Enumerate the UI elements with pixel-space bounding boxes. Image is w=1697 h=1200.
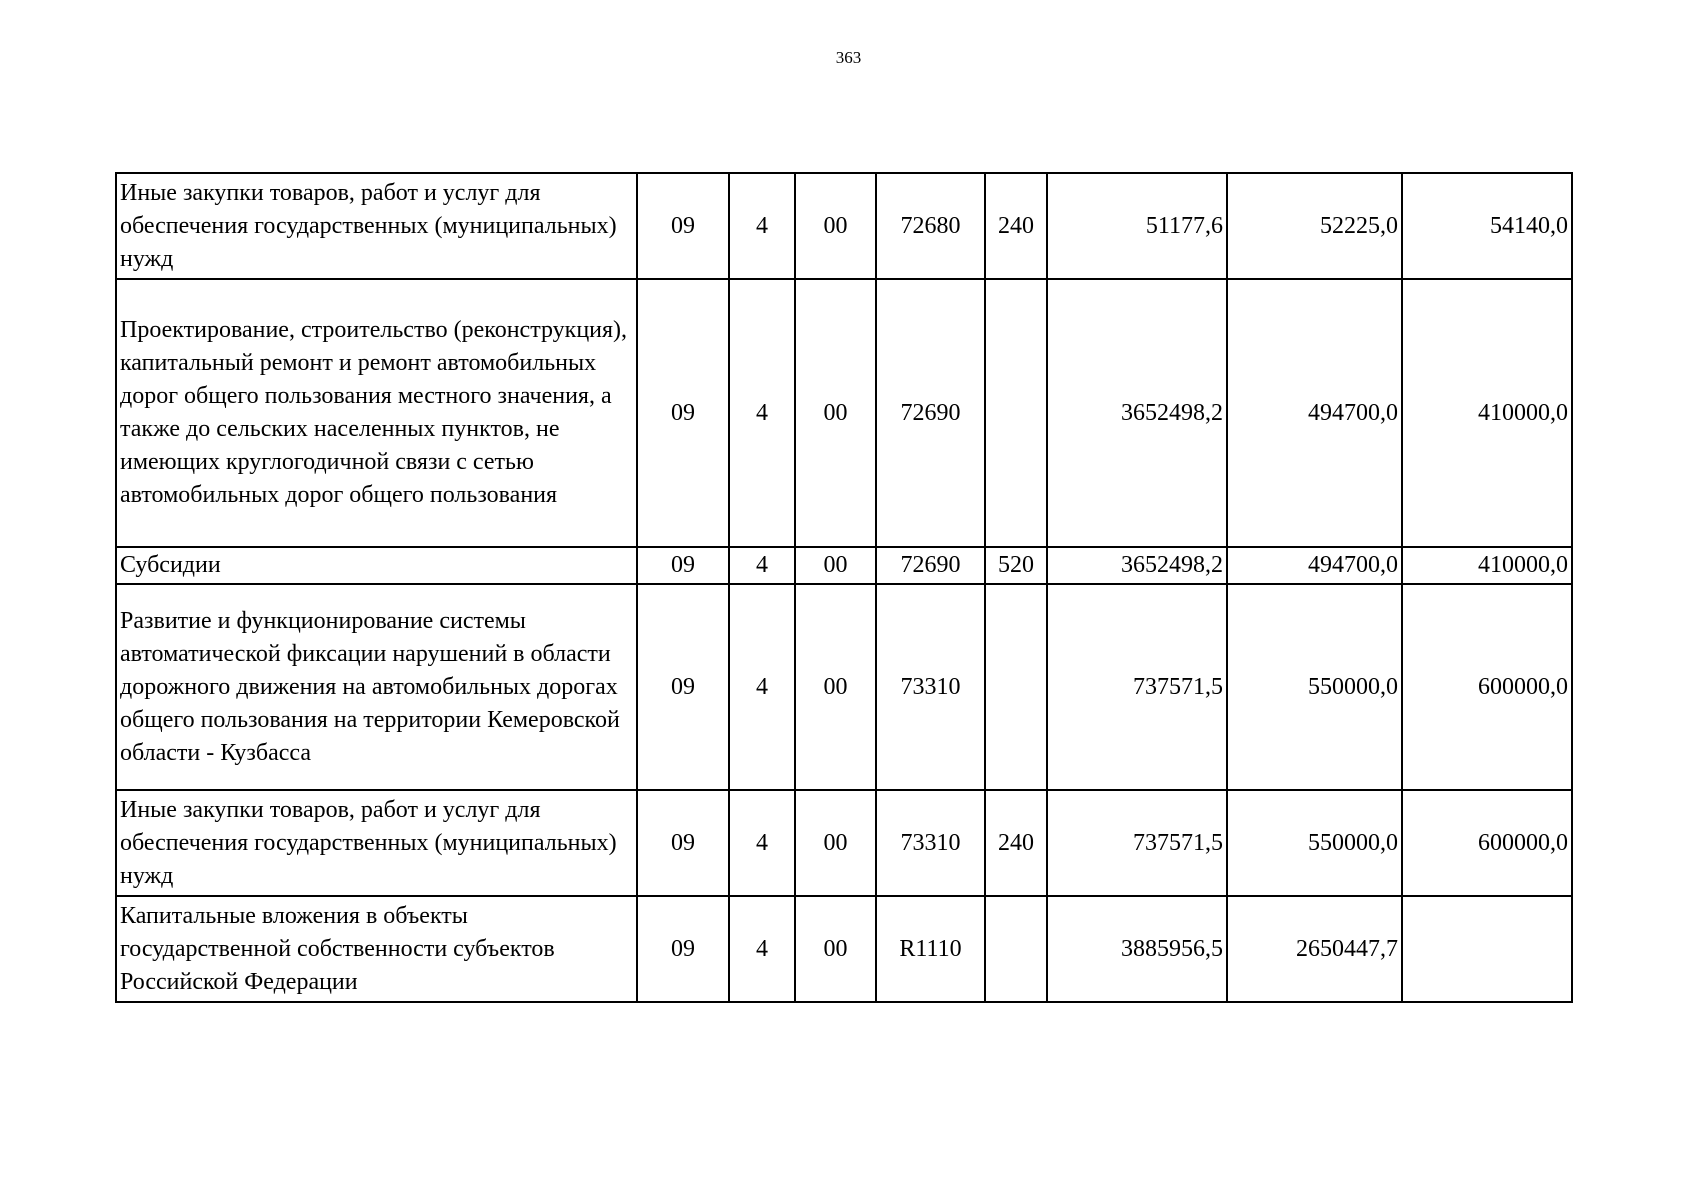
program-cell: 4 [729, 547, 795, 584]
table-row [116, 790, 1572, 896]
amount-1-cell: 3652498,2 [1047, 547, 1227, 584]
amount-2-cell: 494700,0 [1227, 279, 1402, 547]
amount-2-cell: 52225,0 [1227, 173, 1402, 279]
table-row [116, 896, 1572, 1002]
expense-type-cell [985, 896, 1047, 1002]
table-row [116, 547, 1572, 584]
row-description: Проектирование, строительство (реконструкция), капитальный ремонт и ремонт автомобильных дорог общего пользования местного значения, а также до сельских населенных пунктов, не имеющих круглогодичной связи с сетью автомобильных дорог общего пользования [116, 279, 637, 547]
amount-1-cell: 51177,6 [1047, 173, 1227, 279]
section-cell: 09 [637, 790, 729, 896]
subprogram-cell: 00 [795, 790, 876, 896]
target-cell: 73310 [876, 584, 985, 790]
expense-type-cell: 240 [985, 790, 1047, 896]
amount-1-cell: 3652498,2 [1047, 279, 1227, 547]
amount-1-cell: 3885956,5 [1047, 896, 1227, 1002]
table-row [116, 173, 1572, 279]
row-description: Иные закупки товаров, работ и услуг для обеспечения государственных (муниципальных) нужд [116, 173, 637, 279]
amount-3-cell: 410000,0 [1402, 279, 1572, 547]
amount-1-cell: 737571,5 [1047, 584, 1227, 790]
expense-type-cell: 520 [985, 547, 1047, 584]
subprogram-cell: 00 [795, 279, 876, 547]
row-description: Капитальные вложения в объекты государственной собственности субъектов Российской Федерации [116, 896, 637, 1002]
target-cell: 72690 [876, 279, 985, 547]
amount-3-cell [1402, 896, 1572, 1002]
amount-3-cell: 600000,0 [1402, 584, 1572, 790]
program-cell: 4 [729, 896, 795, 1002]
section-cell: 09 [637, 173, 729, 279]
amount-2-cell: 494700,0 [1227, 547, 1402, 584]
section-cell: 09 [637, 896, 729, 1002]
subprogram-cell: 00 [795, 584, 876, 790]
row-description: Развитие и функционирование системы автоматической фиксации нарушений в области дорожного движения на автомобильных дорогах общего пользования на территории Кемеровской области - Кузбасса [116, 584, 637, 790]
amount-1-cell: 737571,5 [1047, 790, 1227, 896]
subprogram-cell: 00 [795, 547, 876, 584]
amount-2-cell: 550000,0 [1227, 584, 1402, 790]
amount-3-cell: 410000,0 [1402, 547, 1572, 584]
expense-type-cell: 240 [985, 173, 1047, 279]
expense-type-cell [985, 584, 1047, 790]
expense-type-cell [985, 279, 1047, 547]
subprogram-cell: 00 [795, 896, 876, 1002]
table-row [116, 279, 1572, 547]
page-number: 363 [835, 48, 862, 67]
subprogram-cell: 00 [795, 173, 876, 279]
amount-2-cell: 550000,0 [1227, 790, 1402, 896]
section-cell: 09 [637, 279, 729, 547]
budget-table [115, 172, 1573, 1003]
program-cell: 4 [729, 279, 795, 547]
program-cell: 4 [729, 584, 795, 790]
section-cell: 09 [637, 547, 729, 584]
target-cell: 72690 [876, 547, 985, 584]
amount-3-cell: 54140,0 [1402, 173, 1572, 279]
target-cell: 73310 [876, 790, 985, 896]
row-description: Иные закупки товаров, работ и услуг для обеспечения государственных (муниципальных) нужд [116, 790, 637, 896]
program-cell: 4 [729, 790, 795, 896]
target-cell: 72680 [876, 173, 985, 279]
amount-3-cell: 600000,0 [1402, 790, 1572, 896]
target-cell: R1110 [876, 896, 985, 1002]
row-description: Субсидии [116, 547, 637, 584]
program-cell: 4 [729, 173, 795, 279]
section-cell: 09 [637, 584, 729, 790]
table-row [116, 584, 1572, 790]
amount-2-cell: 2650447,7 [1227, 896, 1402, 1002]
